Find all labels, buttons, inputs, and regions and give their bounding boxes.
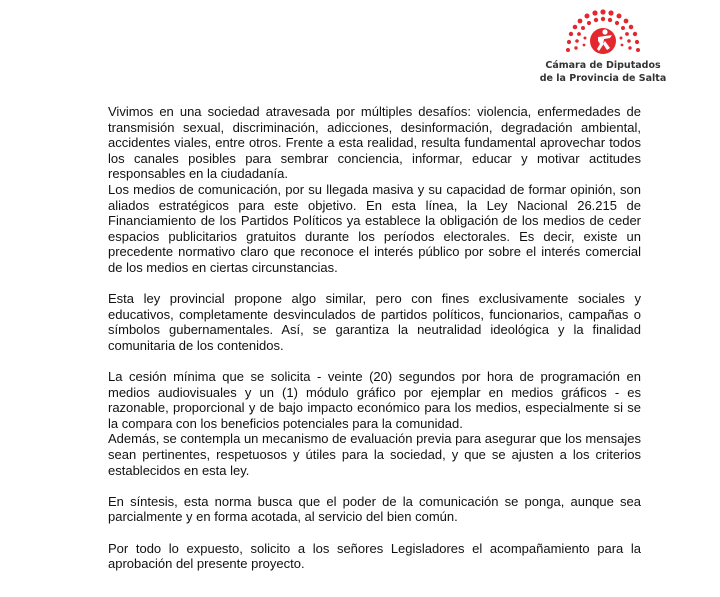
org-name-line1: Cámara de Diputados: [545, 60, 661, 71]
paragraph: Esta ley provincial propone algo similar, pero con fines exclusivamente sociales y educativos, completamente desvinculados de partidos políticos, funcionarios, campañas o símbolos gubernamentales. Así, se garantiza la neutralidad ideológica y la finalidad comunitaria de los contenidos.: [108, 291, 641, 353]
paragraph: Por todo lo expuesto, solicito a los señores Legisladores el acompañamiento para la aprobación del presente proyecto.: [108, 540, 641, 572]
paragraph: Los medios de comunicación, por su llegada masiva y su capacidad de formar opinión, son aliados estratégicos para este objetivo. En esta línea, la Ley Nacional 26.215 de Financiamiento de los Partidos Políticos ya establece la obligación de los medios de ceder espacios publicitarios gratuitos durante los períodos electorales. Es decir, existe un precedente normativo claro que reconoce el interés público por sobre el interés comercial de los medios en ciertas circunstancias.: [108, 181, 641, 275]
org-name-line2: de la Provincia de Salta: [539, 73, 667, 84]
chamber-logo: [538, 8, 668, 88]
paragraph: La cesión mínima que se solicita - veinte (20) segundos por hora de programación en medios audiovisuales y un (1) módulo gráfico por ejemplar en medios gráficos - es razonable, proporcional y de bajo impacto económico para los medios, especialmente si se la compara con los beneficios potenciales para la comunidad.: [108, 369, 641, 431]
paragraph: Vivimos en una sociedad atravesada por múltiples desafíos: violencia, enfermedades de transmisión sexual, discriminación, adicciones, desinformación, degradación ambiental, accidentes viales, entre otros. Frente a esta realidad, resulta fundamental aprovechar todos los canales posibles para sembrar conciencia, informar, educar y motivar actitudes responsables en la ciudadanía.: [108, 104, 641, 182]
chamber-emblem-icon: [552, 8, 654, 60]
document-body: [108, 104, 641, 572]
paragraph: En síntesis, esta norma busca que el poder de la comunicación se ponga, aunque sea parcialmente y en forma acotada, al servicio del bien común.: [108, 493, 641, 525]
paragraph: Además, se contempla un mecanismo de evaluación previa para asegurar que los mensajes sean pertinentes, respetuosos y útiles para la sociedad, y que se ajusten a los criterios establecidos en esta ley.: [108, 431, 641, 478]
